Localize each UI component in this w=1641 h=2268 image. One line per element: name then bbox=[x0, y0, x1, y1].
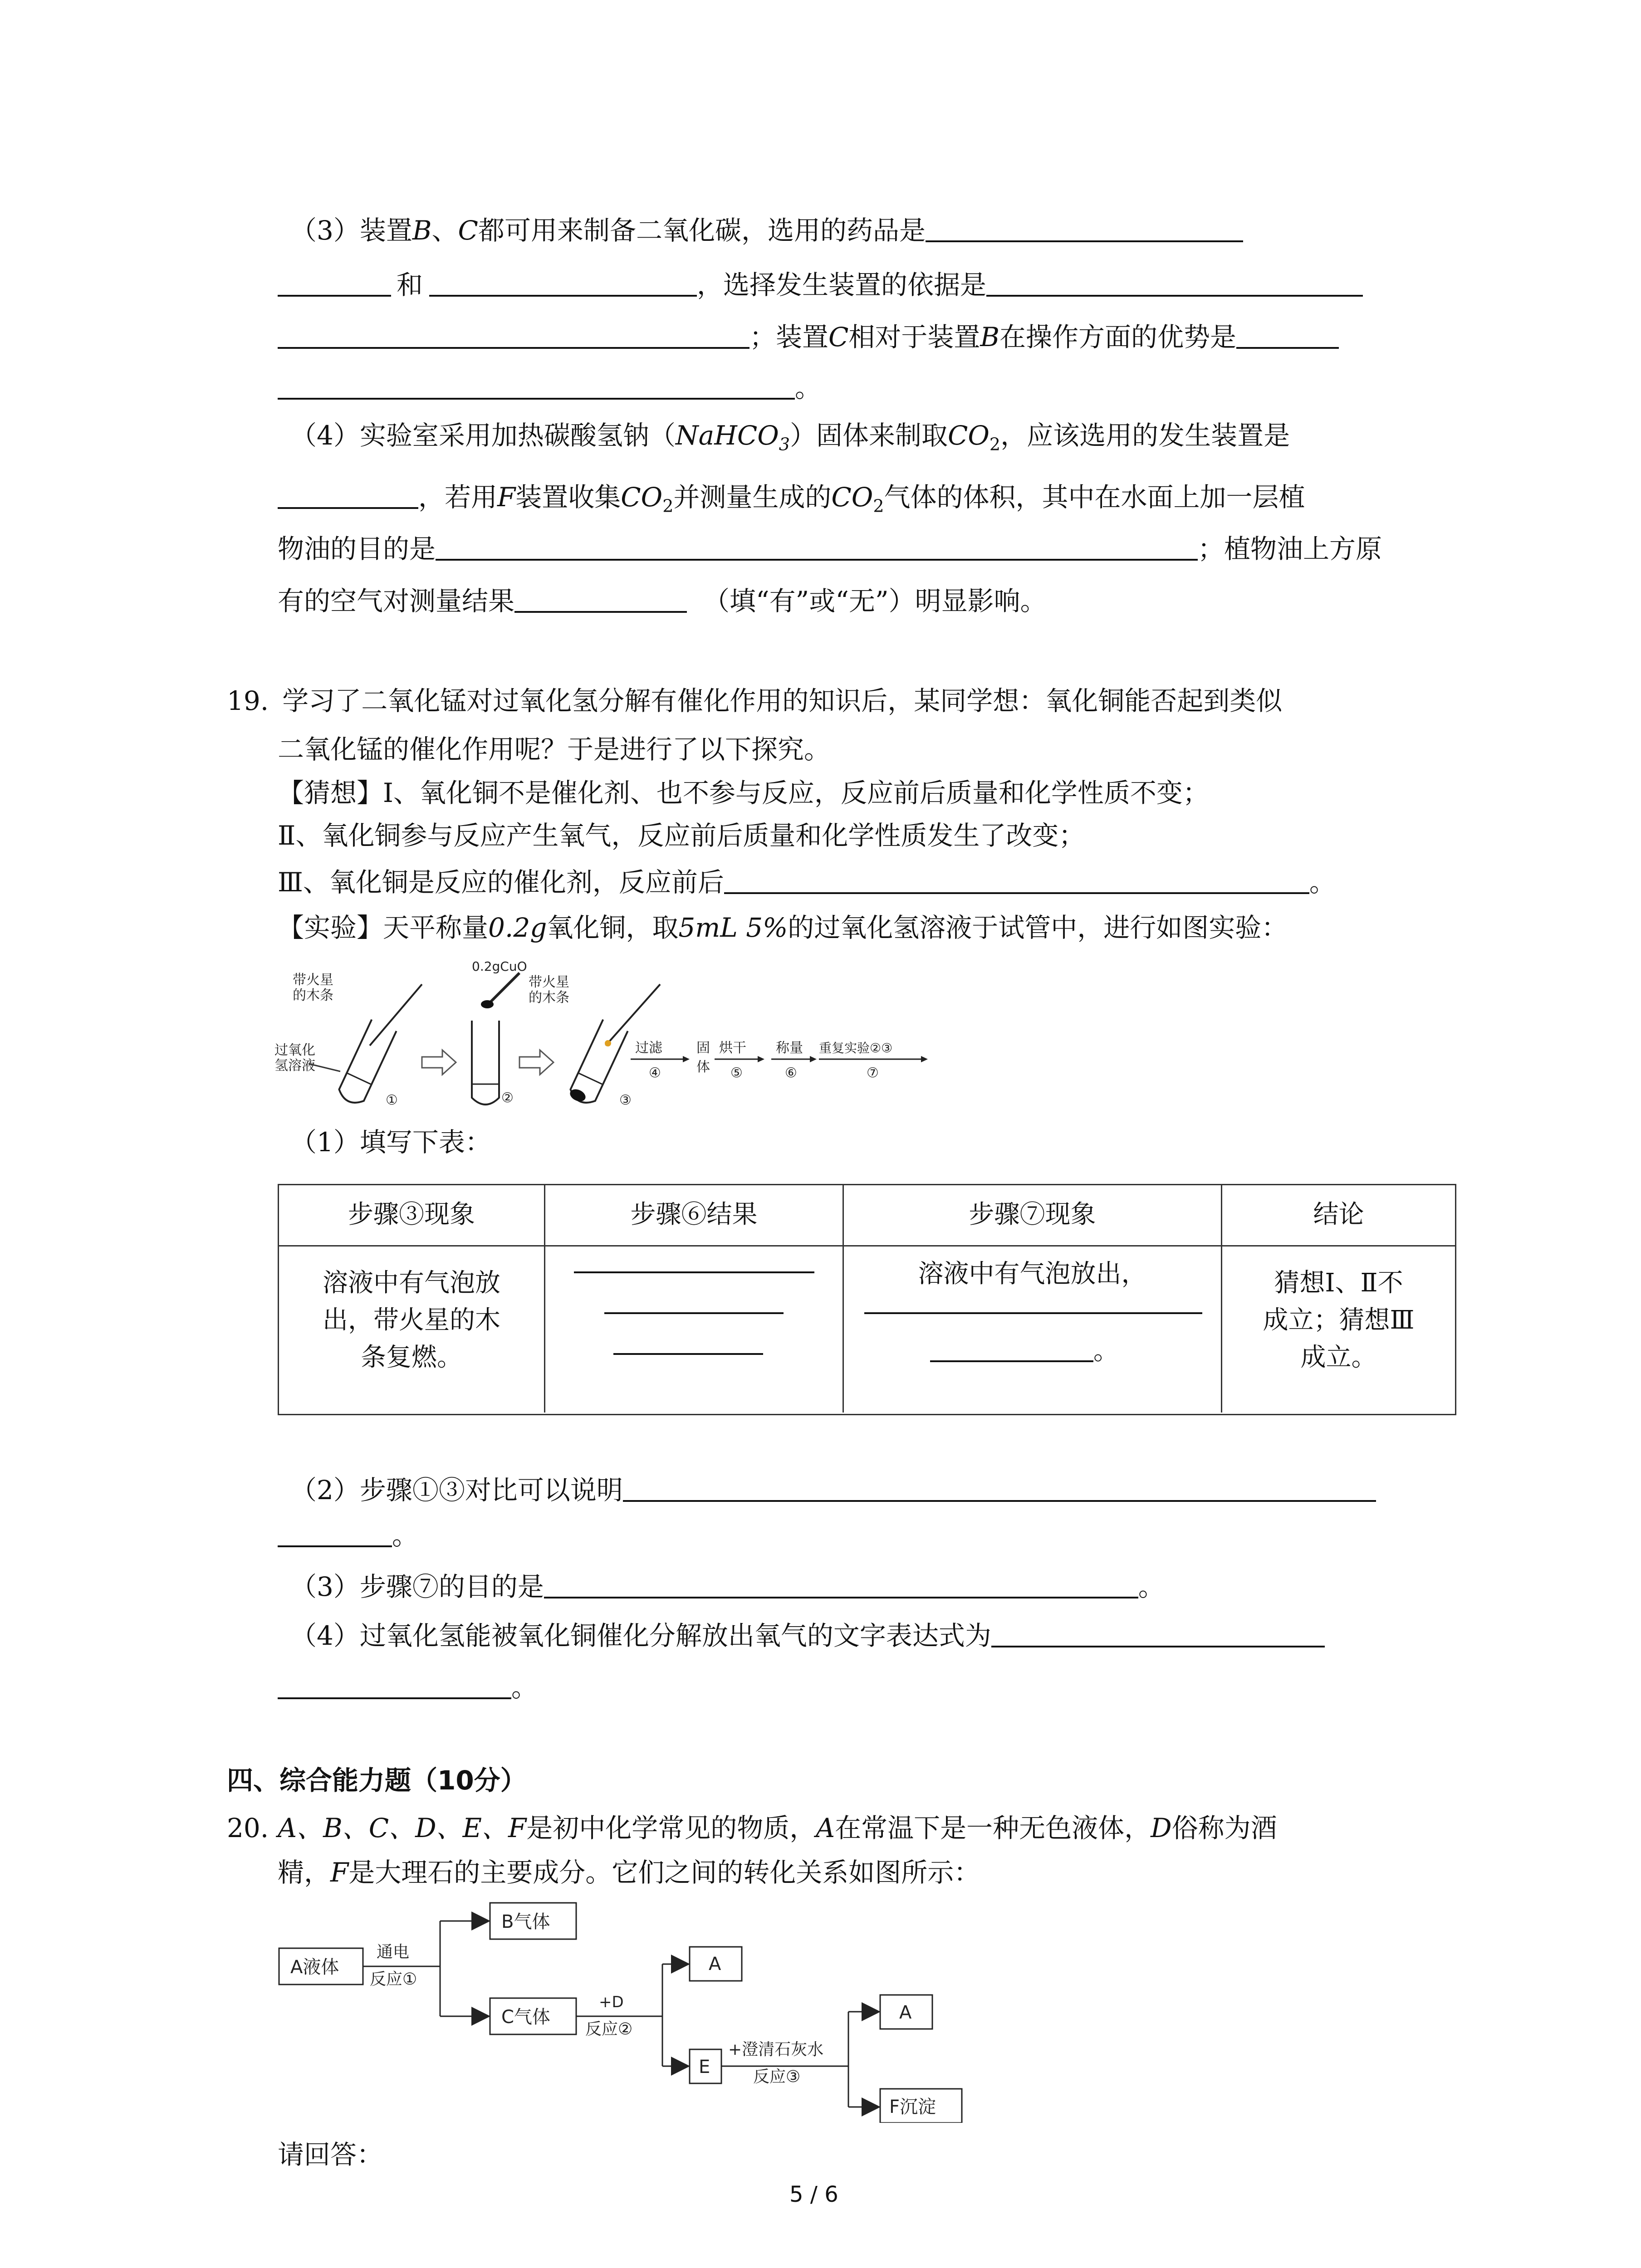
elec-label: 通电 bbox=[377, 1943, 410, 1961]
table-cell-step6 bbox=[545, 1246, 844, 1413]
conversion-diagram bbox=[272, 1896, 998, 2123]
answer-blank[interactable] bbox=[926, 215, 1243, 242]
q18-part3-line3: ；装置C相对于装置B在操作方面的优势是 bbox=[278, 319, 1339, 355]
q19-part4-line2: 。 bbox=[278, 1669, 538, 1706]
q18-part4-line1: （4）实验室采用加热碳酸氢钠（NaHCO$_3$）固体来制取$CO_2$，应该选用的发生装置是 bbox=[290, 420, 1290, 455]
q19-guess1: 【猜想】Ⅰ、氧化铜不是催化剂、也不参与反应，反应前后质量和化学性质不变； bbox=[278, 777, 1209, 808]
q19-part2-line1: （2）步骤①③对比可以说明 bbox=[290, 1472, 1376, 1508]
answer-blank[interactable] bbox=[278, 482, 418, 509]
splint-label: 带火星 bbox=[293, 972, 333, 988]
table-cell-conclusion: 猜想Ⅰ、Ⅱ不 成立；猜想Ⅲ 成立。 bbox=[1263, 1268, 1415, 1372]
splint-label: 的木条 bbox=[529, 990, 569, 1006]
answer-blank[interactable] bbox=[514, 586, 687, 613]
table-header: 步骤③现象 bbox=[279, 1185, 545, 1246]
results-table bbox=[278, 1184, 1456, 1415]
weigh-label: 称量 bbox=[776, 1040, 803, 1056]
h2o2-label: 氢溶液 bbox=[274, 1058, 315, 1074]
node-b-gas-label: B气体 bbox=[501, 1911, 550, 1932]
cuo-label: 0.2gCuO bbox=[472, 959, 527, 974]
r3-label: 反应③ bbox=[753, 2068, 801, 2086]
node-e-label: E bbox=[699, 2057, 710, 2077]
answer-blank[interactable] bbox=[278, 372, 795, 400]
answer-blank[interactable] bbox=[429, 269, 697, 297]
spatula bbox=[490, 973, 519, 1002]
step-4-label: ④ bbox=[649, 1065, 661, 1081]
arrow-icon bbox=[519, 1050, 554, 1075]
q19-guess3: Ⅲ、氧化铜是反应的催化剂，反应前后 。 bbox=[278, 867, 1336, 898]
q20-line2: 精，F是大理石的主要成分。它们之间的转化关系如图所示： bbox=[278, 1857, 980, 1888]
glowing-tip bbox=[605, 1040, 611, 1046]
splint-1 bbox=[370, 984, 422, 1046]
r2-label: 反应② bbox=[585, 2020, 633, 2038]
q18-part3-line2: 和 ，选择发生装置的依据是 bbox=[278, 267, 1363, 303]
answer-blank[interactable] bbox=[278, 269, 391, 297]
answer-blank[interactable] bbox=[278, 1520, 392, 1547]
q19-guess2: Ⅱ、氧化铜参与反应产生氧气，反应前后质量和化学性质发生了改变； bbox=[278, 820, 1085, 851]
experiment-diagram bbox=[272, 953, 953, 1125]
answer-blank[interactable] bbox=[436, 533, 1198, 561]
cuo-powder bbox=[481, 1000, 494, 1008]
repeat-label: 重复实验②③ bbox=[819, 1041, 893, 1056]
q19-experiment: 【实验】天平称量0.2g氧化铜，取5mL 5%的过氧化氢溶液于试管中，进行如图实验： bbox=[278, 912, 1288, 943]
test-tube-3 bbox=[567, 1020, 627, 1108]
splint-3 bbox=[606, 984, 660, 1046]
answer-blank[interactable] bbox=[544, 1571, 1138, 1598]
answer-blank[interactable] bbox=[991, 1620, 1325, 1647]
answer-blank[interactable] bbox=[930, 1335, 1093, 1362]
table-cell-step3: 溶液中有气泡放 出，带火星的木 条复燃。 bbox=[279, 1246, 545, 1413]
q19-table-intro: （1）填写下表： bbox=[290, 1127, 491, 1158]
solid-label: 固 bbox=[696, 1040, 710, 1056]
filter-label: 过滤 bbox=[635, 1040, 662, 1056]
answer-blank[interactable] bbox=[278, 1672, 511, 1699]
answer-blank[interactable] bbox=[574, 1271, 814, 1273]
q19-part2-line2: 。 bbox=[278, 1517, 418, 1554]
plus-d-label: +D bbox=[599, 1993, 624, 2011]
answer-blank[interactable] bbox=[724, 867, 1309, 894]
answer-blank[interactable] bbox=[1236, 322, 1339, 349]
test-tube-2 bbox=[472, 1021, 499, 1105]
step-6-label: ⑥ bbox=[785, 1065, 797, 1081]
q19-intro-line1: 19. 学习了二氧化锰对过氧化氢分解有催化作用的知识后，某同学想：氧化铜能否起到类似 bbox=[227, 685, 1283, 716]
answer-blank[interactable] bbox=[278, 322, 749, 349]
table-header: 结论 bbox=[1222, 1185, 1455, 1246]
table-header: 步骤⑦现象 bbox=[844, 1185, 1222, 1246]
q19-intro-line2: 二氧化锰的催化作用呢？于是进行了以下探究。 bbox=[278, 734, 831, 765]
step-2-label: ② bbox=[501, 1090, 514, 1106]
r1-label: 反应① bbox=[370, 1970, 417, 1989]
q18-part4-line2: ，若用F装置收集$CO_2$并测量生成的$CO_2$气体的体积，其中在水面上加一层植 bbox=[278, 479, 1305, 524]
q19-part3: （3）步骤⑦的目的是 。 bbox=[290, 1571, 1165, 1602]
step-1-label: ① bbox=[386, 1092, 398, 1108]
dry-label: 烘干 bbox=[719, 1040, 746, 1056]
table-cell-step7: 溶液中有气泡放出， 。 bbox=[844, 1246, 1222, 1413]
answer-blank[interactable] bbox=[864, 1312, 1202, 1314]
q19-part4-line1: （4）过氧化氢能被氧化铜催化分解放出氧气的文字表达式为 bbox=[290, 1618, 1325, 1654]
step-5-label: ⑤ bbox=[730, 1065, 743, 1081]
step-3-label: ③ bbox=[619, 1092, 632, 1108]
q18-part3-line1: （3）装置B、C都可用来制备二氧化碳，选用的药品是 bbox=[290, 212, 1243, 249]
answer-blank[interactable] bbox=[613, 1353, 763, 1355]
node-a-label: A bbox=[899, 2002, 912, 2023]
q20-answer-prompt: 请回答： bbox=[278, 2139, 383, 2170]
answer-blank[interactable] bbox=[604, 1312, 784, 1314]
h2o2-label: 过氧化 bbox=[274, 1042, 315, 1058]
q18-part3-line4: 。 bbox=[278, 370, 821, 406]
node-a-liquid-label: A液体 bbox=[290, 1957, 339, 1978]
q18-part4-line4: 有的空气对测量结果 （填“有”或“无”）明显影响。 bbox=[278, 586, 1047, 616]
limewater-label: +澄清石灰水 bbox=[728, 2040, 824, 2059]
node-a-label: A bbox=[709, 1954, 721, 1975]
table-header: 步骤⑥结果 bbox=[545, 1185, 844, 1246]
splint-label: 带火星 bbox=[529, 974, 569, 990]
arrow-icon bbox=[422, 1050, 456, 1075]
answer-blank[interactable] bbox=[986, 269, 1363, 297]
q18-part4-line3: 物油的目的是 ；植物油上方原 bbox=[278, 533, 1382, 564]
step-7-label: ⑦ bbox=[867, 1065, 879, 1081]
splint-label: 的木条 bbox=[293, 987, 333, 1003]
answer-blank[interactable] bbox=[623, 1475, 1376, 1502]
solid-label: 体 bbox=[696, 1059, 710, 1075]
q20-line1: 20. A、B、C、D、E、F是初中化学常见的物质，A在常温下是一种无色液体，D俗称为酒 bbox=[227, 1813, 1277, 1843]
section-4-title: 四、综合能力题（10分） bbox=[227, 1765, 527, 1796]
node-f-label: F沉淀 bbox=[889, 2097, 936, 2117]
node-c-gas-label: C气体 bbox=[501, 2007, 550, 2028]
page-number: 5 / 6 bbox=[789, 2182, 838, 2207]
